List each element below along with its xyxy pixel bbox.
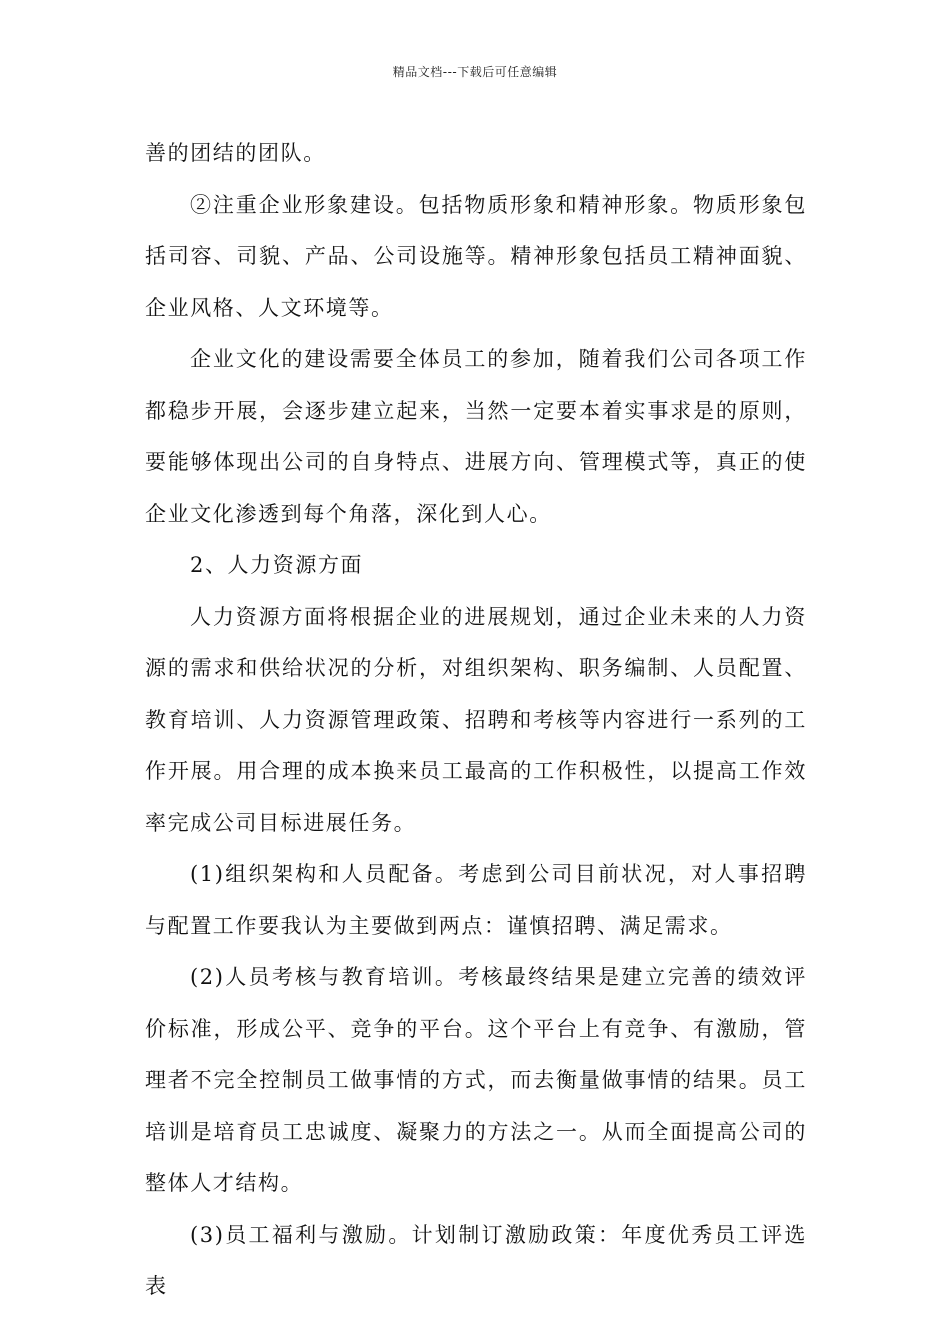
paragraph-org-structure: (1)组织架构和人员配备。考虑到公司目前状况，对人事招聘与配置工作要我认为主要做到两点：谨慎招聘、满足需求。 [145, 862, 807, 938]
paragraph-welfare-incentives: (3)员工福利与激励。计划制订激励政策：年度优秀员工评选表 [145, 1222, 807, 1298]
paragraph-corporate-image: ②注重企业形象建设。包括物质形象和精神形象。物质形象包括司容、司貌、产品、公司设施等。精神形象包括员工精神面貌、企业风格、人文环境等。 [145, 192, 807, 320]
paragraph-continuation: 善的团结的团队。 [145, 141, 326, 165]
document-body [145, 128, 807, 1313]
paragraph-corporate-culture: 企业文化的建设需要全体员工的参加，随着我们公司各项工作都稳步开展，会逐步建立起来，当然一定要本着实事求是的原则，要能够体现出公司的自身特点、进展方向、管理模式等，真正的使企业文化渗透到每个角落，深化到人心。 [145, 347, 807, 526]
paragraph-assessment-training: (2)人员考核与教育培训。考核最终结果是建立完善的绩效评价标准，形成公平、竞争的平台。这个平台上有竞争、有激励，管理者不完全控制员工做事情的方式，而去衡量做事情的结果。员工培训是培育员工忠诚度、凝聚力的方法之一。从而全面提高公司的整体人才结构。 [145, 965, 807, 1195]
page-header: 精品文档---下载后可任意编辑 [392, 65, 558, 79]
section-heading-hr: 2、人力资源方面 [190, 553, 364, 577]
paragraph-hr-overview: 人力资源方面将根据企业的进展规划，通过企业未来的人力资源的需求和供给状况的分析，对组织架构、职务编制、人员配置、教育培训、人力资源管理政策、招聘和考核等内容进行一系列的工作开展。用合理的成本换来员工最高的工作积极性，以提高工作效率完成公司目标进展任务。 [145, 604, 807, 835]
